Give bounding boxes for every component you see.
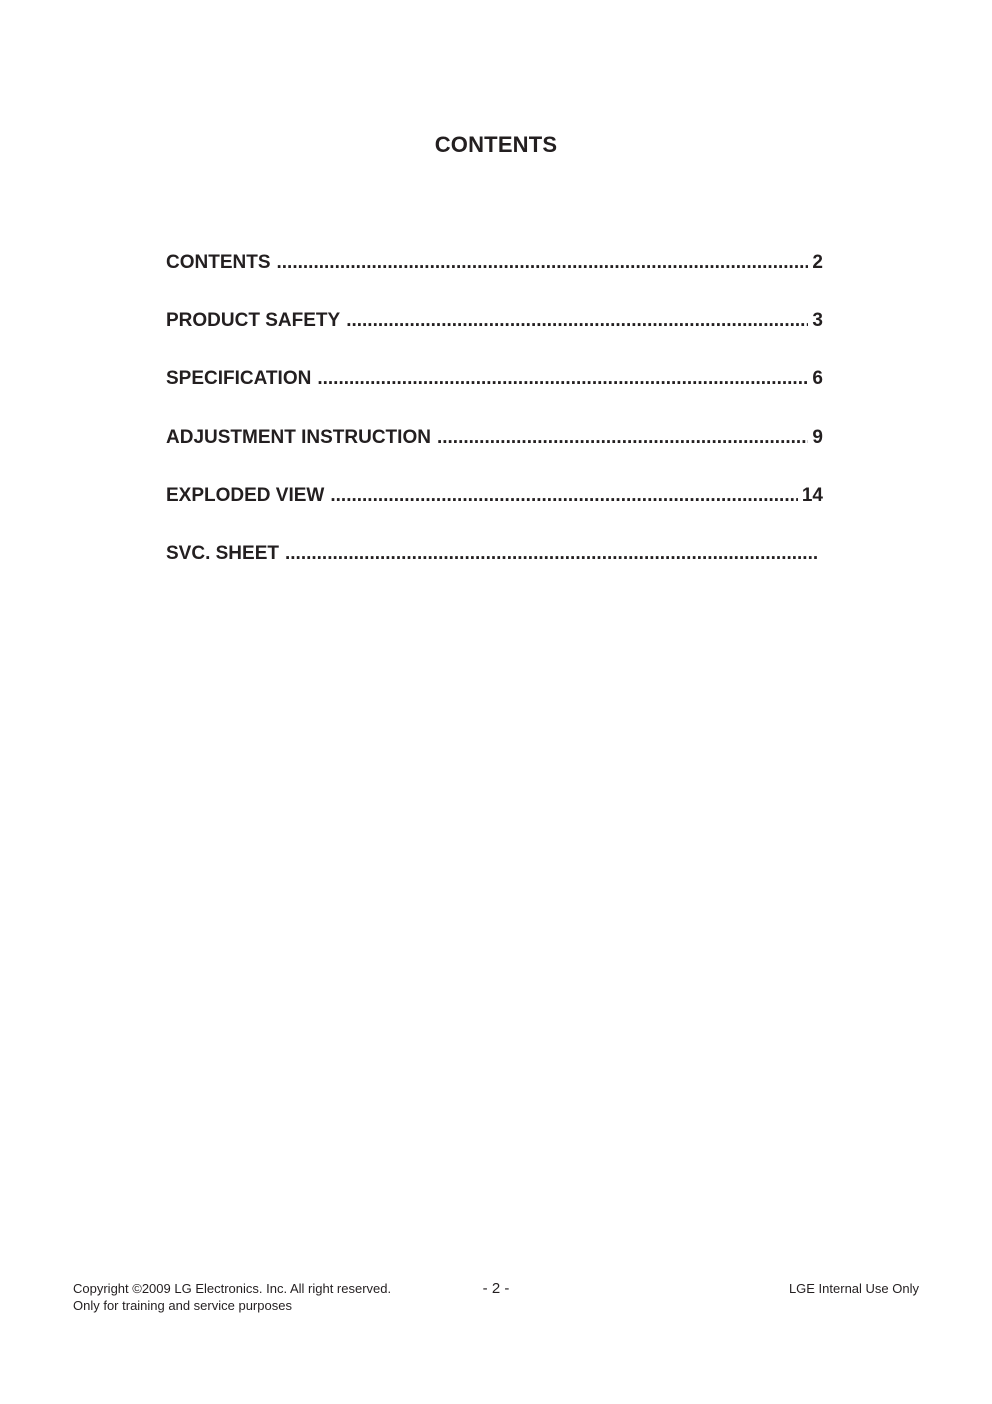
toc-dot-leader xyxy=(317,366,808,392)
toc-entry-label: PRODUCT SAFETY xyxy=(166,310,341,332)
toc-dot-leader xyxy=(277,250,809,276)
toc-entry-exploded-view[interactable] xyxy=(166,483,823,541)
toc-entry-adjustment-instruction[interactable] xyxy=(166,425,823,483)
toc-entry-label: SPECIFICATION xyxy=(166,368,312,390)
toc-entry-label: SVC. SHEET xyxy=(166,542,279,564)
toc-entry-page: 3 xyxy=(812,310,823,332)
footer-internal-notice: LGE Internal Use Only xyxy=(788,1281,919,1296)
toc-entry-label: EXPLODED VIEW xyxy=(166,484,325,506)
footer-copyright: Copyright ©2009 LG Electronics. Inc. All right reserved. xyxy=(73,1281,392,1296)
toc-entry-contents[interactable] xyxy=(166,250,823,308)
toc-dot-leader xyxy=(346,308,808,334)
toc-entry-page: 9 xyxy=(812,426,823,448)
toc-entry-label: ADJUSTMENT INSTRUCTION xyxy=(166,426,431,448)
toc-entry-page: 2 xyxy=(812,252,823,273)
table-of-contents xyxy=(166,250,823,599)
footer-purpose: Only for training and service purposes xyxy=(73,1297,292,1313)
toc-entry-page: 6 xyxy=(812,368,823,390)
toc-entry-svc-sheet[interactable] xyxy=(166,541,823,599)
toc-dot-leader xyxy=(330,483,798,509)
toc-entry-specification[interactable] xyxy=(166,366,823,424)
toc-entry-label: CONTENTS xyxy=(166,252,271,273)
toc-dot-leader xyxy=(285,541,819,567)
toc-dot-leader xyxy=(437,425,808,451)
toc-entry-page: 14 xyxy=(801,484,823,506)
footer-page-number: - 2 - xyxy=(482,1280,510,1297)
page-title: CONTENTS xyxy=(434,132,558,157)
toc-entry-product-safety[interactable] xyxy=(166,308,823,366)
